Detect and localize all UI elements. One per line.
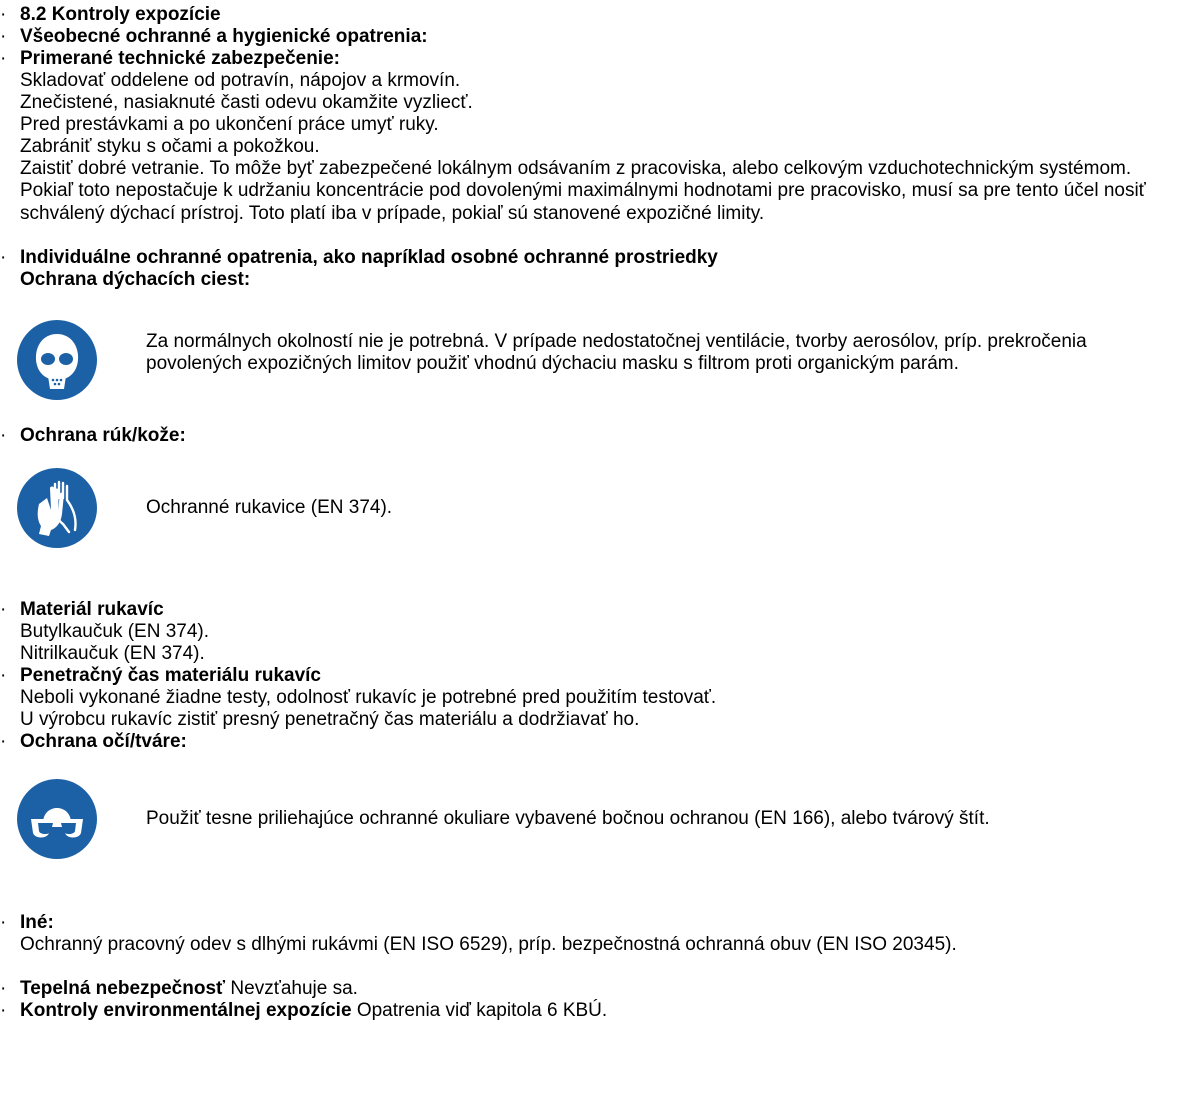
other-heading-line bbox=[0, 912, 54, 934]
penetration-heading-line bbox=[0, 665, 321, 687]
technical-heading: Primerané technické zabezpečenie: bbox=[20, 48, 340, 69]
other-heading: Iné: bbox=[20, 912, 54, 933]
general-heading-line bbox=[0, 26, 428, 48]
hand-heading: Ochrana rúk/kože: bbox=[20, 425, 186, 446]
bullet-dot: · bbox=[0, 665, 7, 686]
penetration-heading: Penetračný čas materiálu rukavíc bbox=[20, 665, 322, 686]
general-heading: Všeobecné ochranné a hygienické opatrenia: bbox=[20, 26, 428, 47]
glove-material-line: Butylkaučuk (EN 374). bbox=[20, 621, 210, 642]
glove-material-line: Nitrilkaučuk (EN 374). bbox=[20, 643, 205, 664]
bullet-dot: · bbox=[0, 48, 7, 69]
env-line bbox=[0, 1000, 607, 1022]
technical-line: Skladovať oddelene od potravín, nápojov a krmovín. bbox=[20, 70, 461, 91]
glove-material-heading: Materiál rukavíc bbox=[20, 599, 164, 620]
hand-heading-line bbox=[0, 425, 186, 447]
penetration-line: Neboli vykonané žiadne testy, odolnosť rukavíc je potrebné pred použitím testovať. bbox=[20, 687, 717, 708]
thermal-label: Tepelná nebezpečnosť bbox=[20, 978, 226, 999]
bullet-dot: · bbox=[0, 1000, 7, 1021]
bullet-dot: · bbox=[0, 731, 7, 752]
bullet-dot: · bbox=[0, 26, 7, 47]
penetration-line: U výrobcu rukavíc zistiť presný penetračný čas materiálu a dodržiavať ho. bbox=[20, 709, 640, 730]
technical-line: Pred prestávkami a po ukončení práce umyť ruky. bbox=[20, 114, 439, 135]
section-title-line bbox=[0, 4, 221, 26]
technical-line: Znečistené, nasiaknuté časti odevu okamžite vyzliecť. bbox=[20, 92, 473, 113]
eye-text: Použiť tesne priliehajúce ochranné okuliare vybavené bočnou ochranou (EN 166), alebo tvárový štít. bbox=[146, 808, 990, 829]
technical-line: Zabrániť styku s očami a pokožkou. bbox=[20, 136, 320, 157]
glove-material-heading-line bbox=[0, 599, 164, 621]
ventilation-paragraph: Zaistiť dobré vetranie. To môže byť zabezpečené lokálnym odsávaním z pracoviska, alebo celkovým vzduchotechnickým systémom. Pokiaľ toto nepostačuje k udržaniu koncentrácie pod dovolenými maximálnymi hodnotami pre pracovisko, musí sa pre tento účel nosiť schválený dýchací prístroj. Toto platí iba v prípade, pokiaľ sú stanovené expozičné limity. bbox=[20, 158, 1146, 224]
eye-heading: Ochrana očí/tváre: bbox=[20, 731, 187, 752]
respiratory-text: Za normálnych okolností nie je potrebná. V prípade nedostatočnej ventilácie, tvorby aerosólov, príp. prekročenia povolených expozičných limitov použiť vhodnú dýchaciu masku s filtrom proti organickým parám. bbox=[146, 331, 1087, 375]
thermal-value: Nevzťahuje sa. bbox=[230, 978, 358, 999]
individual-heading-line bbox=[0, 247, 718, 269]
individual-heading: Individuálne ochranné opatrenia, ako napríklad osobné ochranné prostriedky bbox=[20, 247, 718, 268]
safety-goggles-icon bbox=[17, 779, 97, 859]
respiratory-heading: Ochrana dýchacích ciest: bbox=[20, 269, 251, 290]
respiratory-heading-line bbox=[20, 269, 250, 291]
env-label: Kontroly environmentálnej expozície bbox=[20, 1000, 352, 1021]
bullet-dot: · bbox=[0, 247, 7, 268]
bullet-dot: · bbox=[0, 4, 7, 25]
other-text: Ochranný pracovný odev s dlhými rukávmi (EN ISO 6529), príp. bezpečnostná ochranná obuv (EN ISO 20345). bbox=[20, 934, 957, 955]
env-value: Opatrenia viď kapitola 6 KBÚ. bbox=[356, 1000, 608, 1021]
bullet-dot: · bbox=[0, 912, 7, 933]
thermal-line bbox=[0, 978, 358, 1000]
section-title: 8.2 Kontroly expozície bbox=[20, 4, 221, 25]
bullet-dot: · bbox=[0, 978, 7, 999]
bullet-dot: · bbox=[0, 425, 7, 446]
hand-text: Ochranné rukavice (EN 374). bbox=[146, 497, 393, 518]
bullet-dot: · bbox=[0, 599, 7, 620]
technical-heading-line bbox=[0, 48, 340, 70]
protective-gloves-icon bbox=[17, 468, 97, 548]
eye-heading-line bbox=[0, 731, 187, 753]
respirator-mask-icon bbox=[17, 320, 97, 400]
